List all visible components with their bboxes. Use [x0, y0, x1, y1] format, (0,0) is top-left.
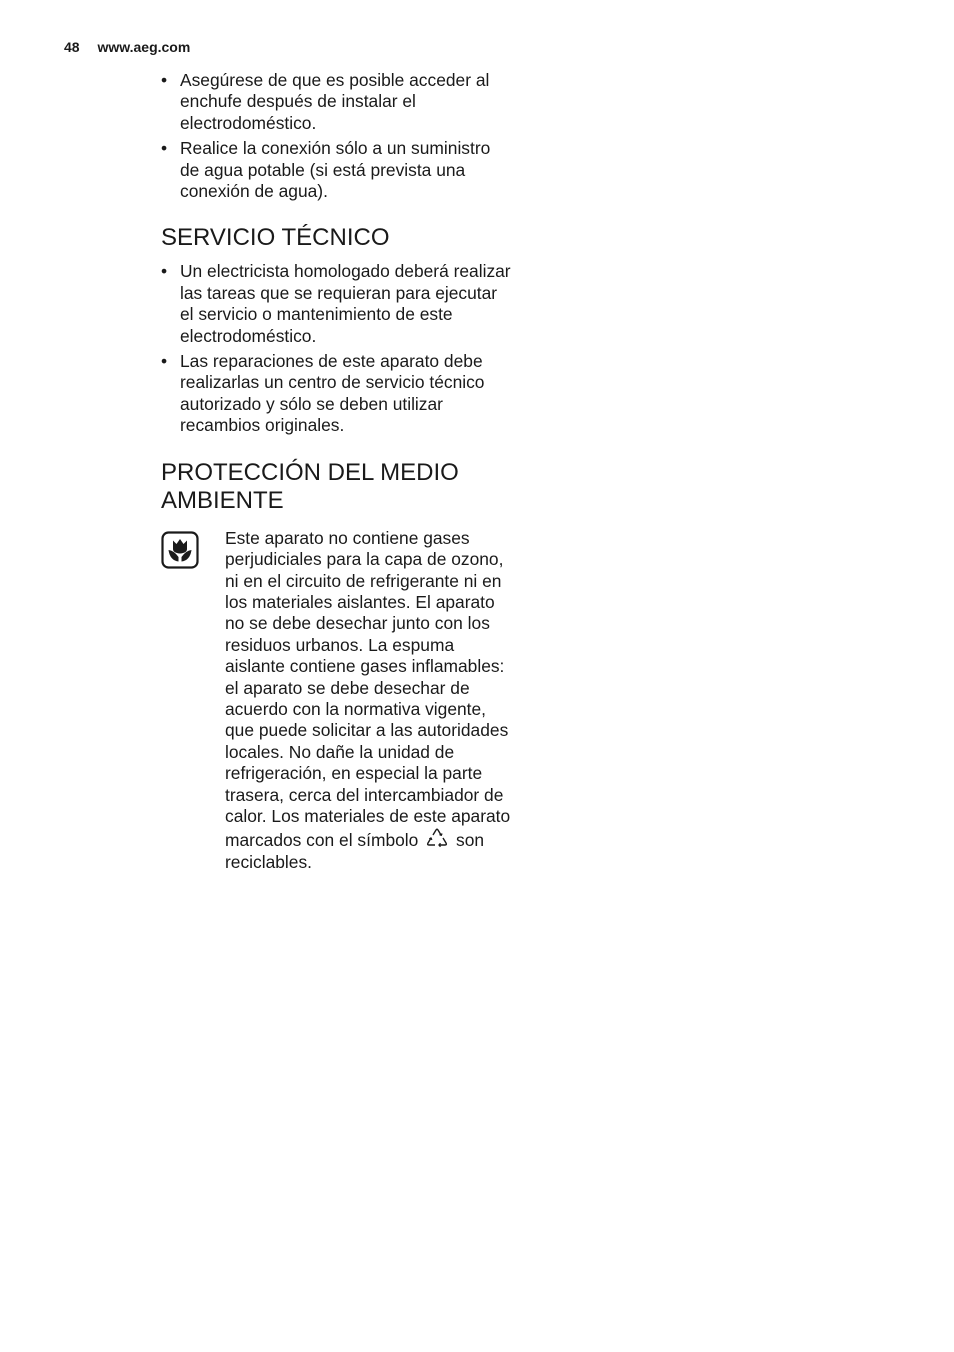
environment-heading: PROTECCIÓN DEL MEDIO AMBIENTE: [161, 458, 459, 514]
recycle-icon: [425, 827, 449, 851]
content-column: [161, 70, 513, 873]
bullet-icon: •: [161, 261, 168, 282]
service-bullet-list: [161, 261, 513, 436]
list-item: [161, 351, 513, 437]
list-item-text: Asegúrese de que es posible acceder al enchufe después de instalar el electrodoméstico.: [180, 70, 490, 133]
environment-flower-icon: [161, 531, 199, 569]
list-item: [161, 70, 513, 134]
page-header: [64, 38, 190, 56]
bullet-icon: •: [161, 351, 168, 372]
website-link[interactable]: www.aeg.com: [97, 39, 191, 55]
bullet-icon: •: [161, 138, 168, 159]
page-number: 48: [64, 39, 80, 55]
list-item-text: Realice la conexión sólo a un suministro de agua potable (si está prevista una conexión de agua).: [180, 138, 491, 202]
list-item: [161, 261, 513, 347]
intro-bullet-list: [161, 70, 513, 202]
service-heading: SERVICIO TÉCNICO: [161, 224, 390, 252]
list-item: [161, 138, 513, 202]
environment-text: Este aparato no contiene gases perjudiciales para la capa de ozono, ni en el circuito de refrigerante ni en los materiales aislantes. El aparato no se debe desechar junto con los residuos urbanos. La espuma aislante contiene gases inflamables: el aparato se debe desechar de acuerdo con la normativa vigente, que puede solicitar a las autoridades locales. No dañe la unidad de refrigeración, en especial la parte trasera, cerca del intercambiador de calor. Los materiales de este aparato marcados con el símbolo: [225, 527, 511, 851]
bullet-icon: •: [161, 70, 168, 90]
list-item-text: Las reparaciones de este aparato debe realizarlas un centro de servicio técnico autorizado y sólo se deben utilizar recambios originales.: [180, 351, 485, 436]
list-item-text: Un electricista homologado deberá realizar las tareas que se requieran para ejecutar el servicio o mantenimiento de este electrodoméstico.: [180, 261, 511, 346]
environment-section: [161, 528, 513, 874]
environment-paragraph: [225, 528, 513, 874]
environment-text-end: son reciclables.: [225, 830, 485, 872]
